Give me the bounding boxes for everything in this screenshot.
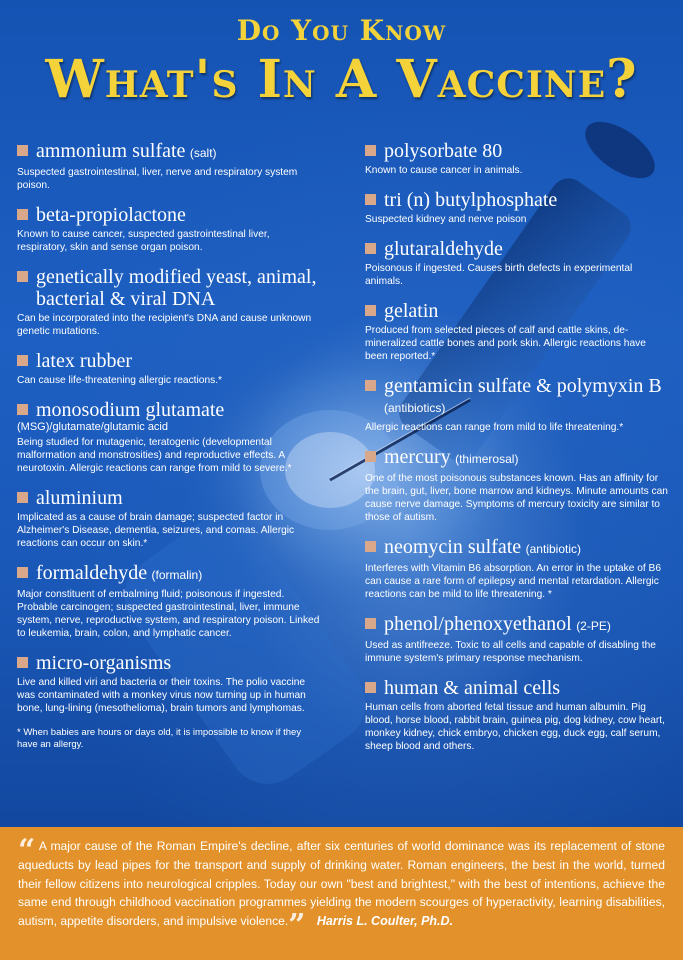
square-bullet-icon	[365, 682, 376, 693]
ingredient-name: formaldehyde	[36, 562, 148, 584]
ingredient-description: Used as antifreeze. Toxic to all cells and capable of disabling the immune system's primary response mechanism.	[365, 640, 656, 664]
quote-text	[18, 833, 665, 943]
ingredient-name: aluminium	[36, 487, 123, 509]
quote-author: Harris L. Coulter, Ph.D.	[316, 913, 454, 928]
ingredient-item	[365, 536, 670, 601]
ingredient-item	[365, 677, 670, 753]
ingredient-item	[17, 266, 322, 338]
ingredient-description: Suspected gastrointestinal, liver, nerve and respiratory system poison.	[17, 167, 298, 191]
ingredient-item	[17, 399, 322, 475]
square-bullet-icon	[365, 541, 376, 552]
ingredient-item	[365, 446, 670, 524]
ingredient-item	[365, 189, 670, 226]
close-quote-mark: ”	[288, 907, 306, 943]
ingredient-description: Live and killed viri and bacteria or their toxins. The polio vaccine was contaminated with a monkey virus now turning up in human bone, lung-lining (mesothelioma), brain tumors and lymphomas.	[17, 677, 306, 714]
ingredient-description: Being studied for mutagenic, teratogenic (developmental malformation and monstrosities) and reproductive effects. A neurotoxin. Allergic reactions can range from mild to severe.*	[17, 437, 292, 474]
ingredient-subtitle: (MSG)/glutamate/glutamic acid	[17, 421, 168, 433]
ingredient-description: Allergic reactions can range from mild to life threatening.*	[365, 422, 624, 433]
ingredient-description: Implicated as a cause of brain damage; suspected factor in Alzheimer's Disease, dementia, seizures, and comas. Allergic reactions can occur on skin.*	[17, 512, 295, 549]
ingredient-name: tri (n) butylphosphate	[384, 189, 558, 211]
ingredient-name: mercury	[384, 446, 451, 468]
left-column	[17, 140, 322, 751]
square-bullet-icon	[365, 618, 376, 629]
ingredient-description: Major constituent of embalming fluid; poisonous if ingested. Probable carcinogen; suspected gastrointestinal, liver, immune system, nerve, reproductive system, and respiratory poison. Linked to leukemia, brain, colon, and lymphatic cancer.	[17, 589, 320, 639]
ingredient-item	[17, 350, 322, 387]
ingredient-item	[17, 487, 322, 550]
ingredient-description: One of the most poisonous substances known. Has an affinity for the brain, gut, liver, bone marrow and kidneys. Minute amounts can cause nerve damage. Symptoms of mercury toxicity are similar to those of autism.	[365, 473, 668, 523]
ingredient-name: gentamicin sulfate & polymyxin B	[384, 375, 662, 397]
square-bullet-icon	[365, 380, 376, 391]
ingredient-name: monosodium glutamate	[36, 399, 225, 421]
ingredient-item	[17, 652, 322, 715]
square-bullet-icon	[17, 567, 28, 578]
ingredient-tag: (antibiotic)	[525, 542, 581, 556]
ingredient-name: micro-organisms	[36, 652, 172, 674]
allergy-footnote: * When babies are hours or days old, it is impossible to know if they have an allergy.	[17, 727, 302, 750]
square-bullet-icon	[17, 355, 28, 366]
square-bullet-icon	[17, 492, 28, 503]
square-bullet-icon	[365, 451, 376, 462]
ingredient-item	[17, 204, 322, 254]
ingredient-name: human & animal cells	[384, 677, 561, 699]
ingredient-description: Known to cause cancer in animals.	[365, 165, 523, 176]
square-bullet-icon	[17, 657, 28, 668]
ingredient-name: beta-propiolactone	[36, 204, 186, 226]
quote-box	[0, 827, 683, 960]
square-bullet-icon	[17, 404, 28, 415]
ingredient-description: Poisonous if ingested. Causes birth defects in experimental animals.	[365, 263, 633, 287]
quote-body: A major cause of the Roman Empire's decline, after six centuries of world dominance was its replacement of stone aqueducts by lead pipes for the transport and supply of drinking water. Roman engineers, the best in the world, turned their fellow citizens into neurological cripples. Today our own "best and brightest," with the best of intentions, achieve the same end through childhood vaccination programmes yielding the modern scourges of hyperactivity, learning disabilities, autism, appetite disorders, and impulsive violence.	[18, 839, 665, 928]
ingredient-tag: (antibiotics)	[384, 401, 446, 415]
ingredient-description: Interferes with Vitamin B6 absorption. An error in the uptake of B6 can cause a rare form of epilepsy and mental retardation. Allergic reactions can be mild to life threatening. *	[365, 563, 661, 600]
ingredient-name: gelatin	[384, 300, 439, 322]
square-bullet-icon	[365, 305, 376, 316]
ingredient-description: Known to cause cancer, suspected gastrointestinal liver, respiratory, skin and sense organ poison.	[17, 229, 270, 253]
ingredient-name: ammonium sulfate	[36, 140, 186, 162]
square-bullet-icon	[365, 243, 376, 254]
ingredient-name: latex rubber	[36, 350, 133, 372]
square-bullet-icon	[365, 145, 376, 156]
ingredient-item	[365, 140, 670, 177]
square-bullet-icon	[17, 271, 28, 282]
square-bullet-icon	[17, 145, 28, 156]
open-quote-mark: “	[18, 833, 36, 868]
ingredient-name: polysorbate 80	[384, 140, 503, 162]
ingredient-item	[365, 613, 670, 665]
square-bullet-icon	[365, 194, 376, 205]
ingredient-name: neomycin sulfate	[384, 536, 522, 558]
ingredient-tag: (formalin)	[151, 568, 203, 582]
ingredient-description: Can cause life-threatening allergic reactions.*	[17, 375, 222, 386]
square-bullet-icon	[17, 209, 28, 220]
ingredient-tag: (thimerosal)	[455, 452, 519, 466]
ingredient-name: genetically modified yeast, animal, bacterial & viral DNA	[36, 266, 317, 310]
ingredient-item	[17, 140, 322, 192]
ingredient-description: Human cells from aborted fetal tissue and human albumin. Pig blood, horse blood, rabbit brain, guinea pig, dog kidney, cow heart, monkey kidney, chick embryo, chicken egg, duck egg, calf serum, sheep blood and others.	[365, 702, 665, 752]
ingredient-name: phenol/phenoxyethanol	[384, 613, 572, 635]
ingredient-tag: (salt)	[189, 146, 217, 160]
ingredient-name: glutaraldehyde	[384, 238, 503, 260]
ingredient-description: Suspected kidney and nerve poison	[365, 214, 527, 225]
ingredient-tag: (2-PE)	[576, 619, 611, 633]
right-column	[365, 140, 670, 765]
ingredient-item	[365, 300, 670, 363]
ingredient-item	[365, 375, 670, 434]
poster-header	[0, 0, 683, 110]
ingredient-description: Can be incorporated into the recipient's DNA and cause unknown genetic mutations.	[17, 313, 312, 337]
ingredient-item	[365, 238, 670, 288]
ingredient-description: Produced from selected pieces of calf and cattle skins, de-mineralized cattle bones and pork skin. Allergic reactions have been reported.*	[365, 325, 646, 362]
ingredient-item	[17, 562, 322, 640]
kicker-heading: Do You Know	[236, 14, 447, 47]
main-title: What's In A Vaccine?	[45, 49, 638, 110]
